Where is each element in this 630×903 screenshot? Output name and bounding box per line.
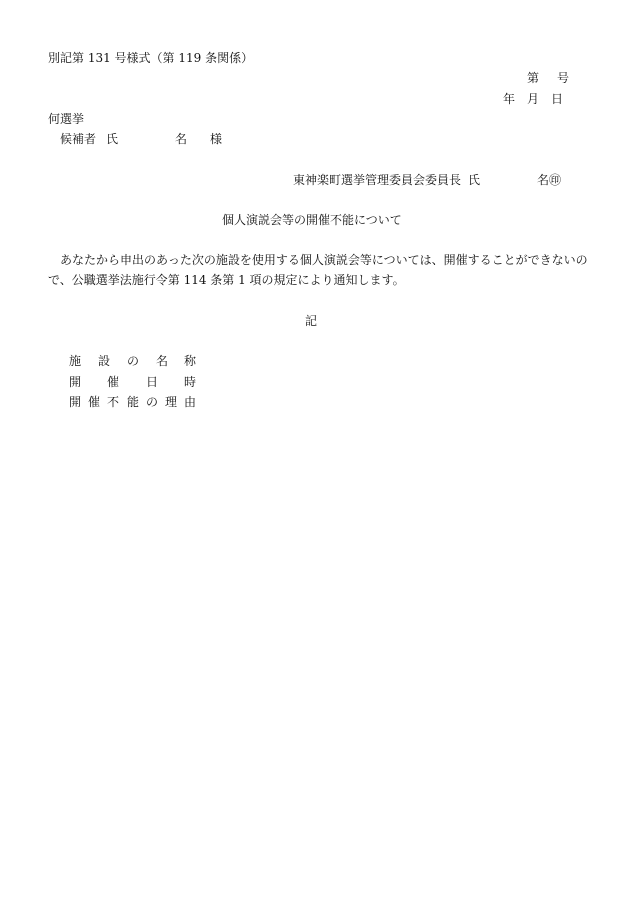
doc-number-suffix: 号 xyxy=(557,71,570,85)
body-line-1: あなたから申出のあった次の施設を使用する個人演説会等については、開催することができないの xyxy=(60,253,588,267)
item-char: 開 xyxy=(69,375,82,389)
ki-heading: 記 xyxy=(305,314,318,328)
item-char: 開 xyxy=(69,395,82,409)
sender-title: 東神楽町選挙管理委員会委員長 xyxy=(293,173,462,187)
item-char: 名 xyxy=(156,354,169,368)
item-char: 理 xyxy=(165,395,178,409)
item-char: 催 xyxy=(107,375,120,389)
item-char: 設 xyxy=(98,354,111,368)
item-char: 称 xyxy=(184,354,197,368)
item-char: 催 xyxy=(88,395,101,409)
item-char: 能 xyxy=(127,395,140,409)
body-line-2: で、公職選挙法施行令第 114 条第 1 項の規定により通知します。 xyxy=(48,273,405,287)
item-char: 由 xyxy=(184,395,197,409)
form-id: 別記第 131 号様式（第 119 条関係） xyxy=(48,51,254,65)
subject-title: 個人演説会等の開催不能について xyxy=(222,213,402,227)
item-char: 施 xyxy=(69,354,82,368)
candidate-label: 候補者 xyxy=(60,132,97,146)
sender-mei-seal: 名㊞ xyxy=(537,173,562,187)
date-month: 月 xyxy=(527,92,540,106)
item-char: 時 xyxy=(184,375,197,389)
item-char: の xyxy=(127,354,140,368)
candidate-shi: 氏 xyxy=(106,132,119,146)
candidate-sama: 様 xyxy=(210,132,223,146)
item-char: の xyxy=(146,395,159,409)
election-name: 何選挙 xyxy=(48,112,85,126)
sender-shi: 氏 xyxy=(468,173,481,187)
date-day: 日 xyxy=(551,92,564,106)
candidate-mei: 名 xyxy=(175,132,188,146)
item-char: 日 xyxy=(146,375,159,389)
date-year: 年 xyxy=(503,92,516,106)
doc-number-prefix: 第 xyxy=(527,71,540,85)
item-char: 不 xyxy=(107,395,120,409)
